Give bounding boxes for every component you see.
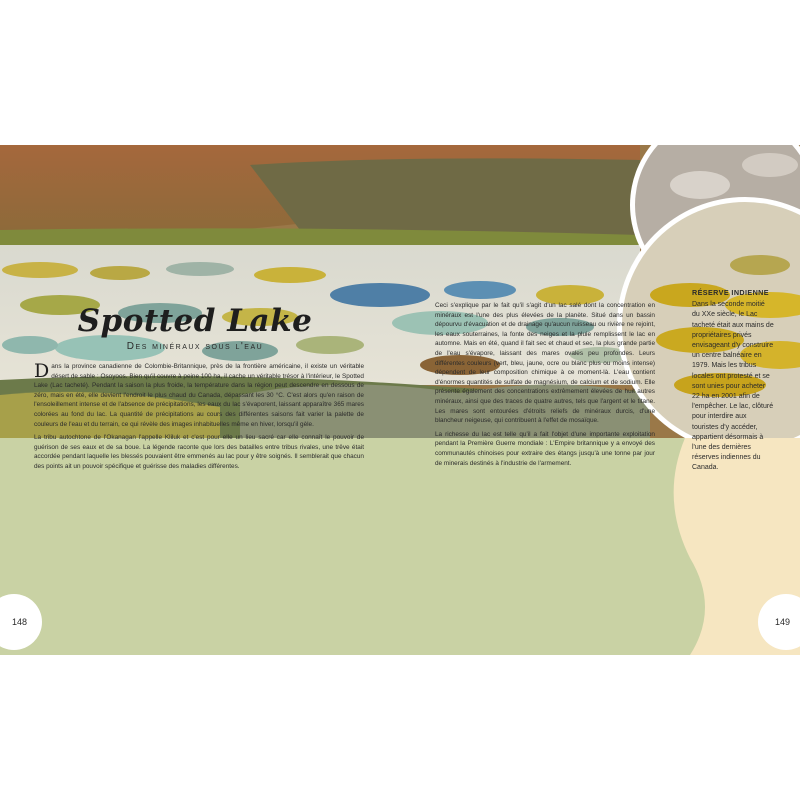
sidebar-box (692, 288, 774, 474)
page-number-right: 149 (775, 617, 791, 627)
sidebar-title: RÉSERVE INDIENNE (692, 288, 769, 297)
paragraph: ans la province canadienne de Colombie-Britannique, près de la frontière américaine, il existe un véritable désert de sable : Osoyoos. Bien qu'il couvre à peine 100 ha, il cache un véritable trésor à l'intérieur, le Spotted Lake (Lac tacheté). Pendant la saison la plus froide, la température dans la région peut descendre en dessous de zéro, mais en été, elle devient l'endroit le plus chaud du Canada, dépassant les 30 °C. C'est alors qu'en raison de l'ensoleillement intense et de l'absence de précipitations, les eaux du lac s'évaporent, laissant apparaître 365 mares colorées au fond du lac. La quantité de précipitations au cours des différentes saisons fait varier la palette de couleurs de l'eau et du terrain, ce qui révèle des images inhabituelles même en hiver, lorsqu'il gèle. (34, 363, 364, 428)
book-spread (0, 145, 800, 655)
page-title: Spotted Lake (77, 303, 313, 339)
sidebar-text: Dans la seconde moitié du XXe siècle, le Lac tacheté était aux mains de propriétaires privés envisageant d'y construire un centre balnéaire en 1979. Mais les tribus locales ont protesté et se sont unies pour acheter 22 ha en 2001 afin de l'empêcher. Le lac, clôturé pour interdire aux touristes d'y accéder, appartient désormais à l'une des dernières réserves indiennes du Canada. (692, 301, 774, 472)
page-number-left: 148 (12, 617, 28, 627)
body-column-left (34, 362, 364, 476)
paragraph: Ceci s'explique par le fait qu'il s'agit d'un lac salé dont la concentration en minéraux est l'une des plus élevées de la planète. Situé dans un bassin dépourvu d'évacuation et de drainage qu'aucun ruisseau ou rivière ne rejoint, les eaux souterraines, la fonte des neiges et la pluie remplissent le lac en automne. Mais en été, quand il fait sec et chaud et sec, la plus grande partie de l'eau s'évapore, laissant des mares ovales peu profondes. Leurs différentes couleurs (vert, bleu, jaune, ocre ou blanc plus ou moins intense) dépendent de leur composition chimique à ce moment-là. L'eau contient d'énormes quantités de sulfate de magnésium, de calcium et de sodium. Elle présente également des concentrations extrêmement élevées de huit autres minéraux, ainsi que des traces de quatre autres, tels que l'argent et le titane. Les mares sont entourées d'étroits reliefs de minéraux durcis, d'une blancheur neigeuse, qui contribuent à l'effet de mosaïque. (435, 302, 655, 425)
drop-cap: D (34, 360, 50, 382)
paragraph: La tribu autochtone de l'Okanagan l'appelle Kliluk et c'est pour elle un lieu sacré car elle connaît le pouvoir de guérison de ses eaux et de sa boue. La légende raconte que lors des batailles entre tribus rivales, une trêve était accordée pendant laquelle les blessés pouvaient être emmenés au lac pour y être soignés. Il semblerait que chacun des points ait un pouvoir spécifique et guérisse des maladies différentes. (34, 434, 364, 470)
body-column-middle (435, 301, 655, 472)
paragraph: La richesse du lac est telle qu'il a fait l'objet d'une importante exploitation pendant la Première Guerre mondiale : L'Empire britannique y a envoyé des communautés chinoises pour extraire des étangs jusqu'à une tonne par jour de minerais destinés à l'industrie de l'armement. (435, 430, 655, 467)
page-subtitle: Des minéraux sous l'eau (126, 341, 264, 352)
